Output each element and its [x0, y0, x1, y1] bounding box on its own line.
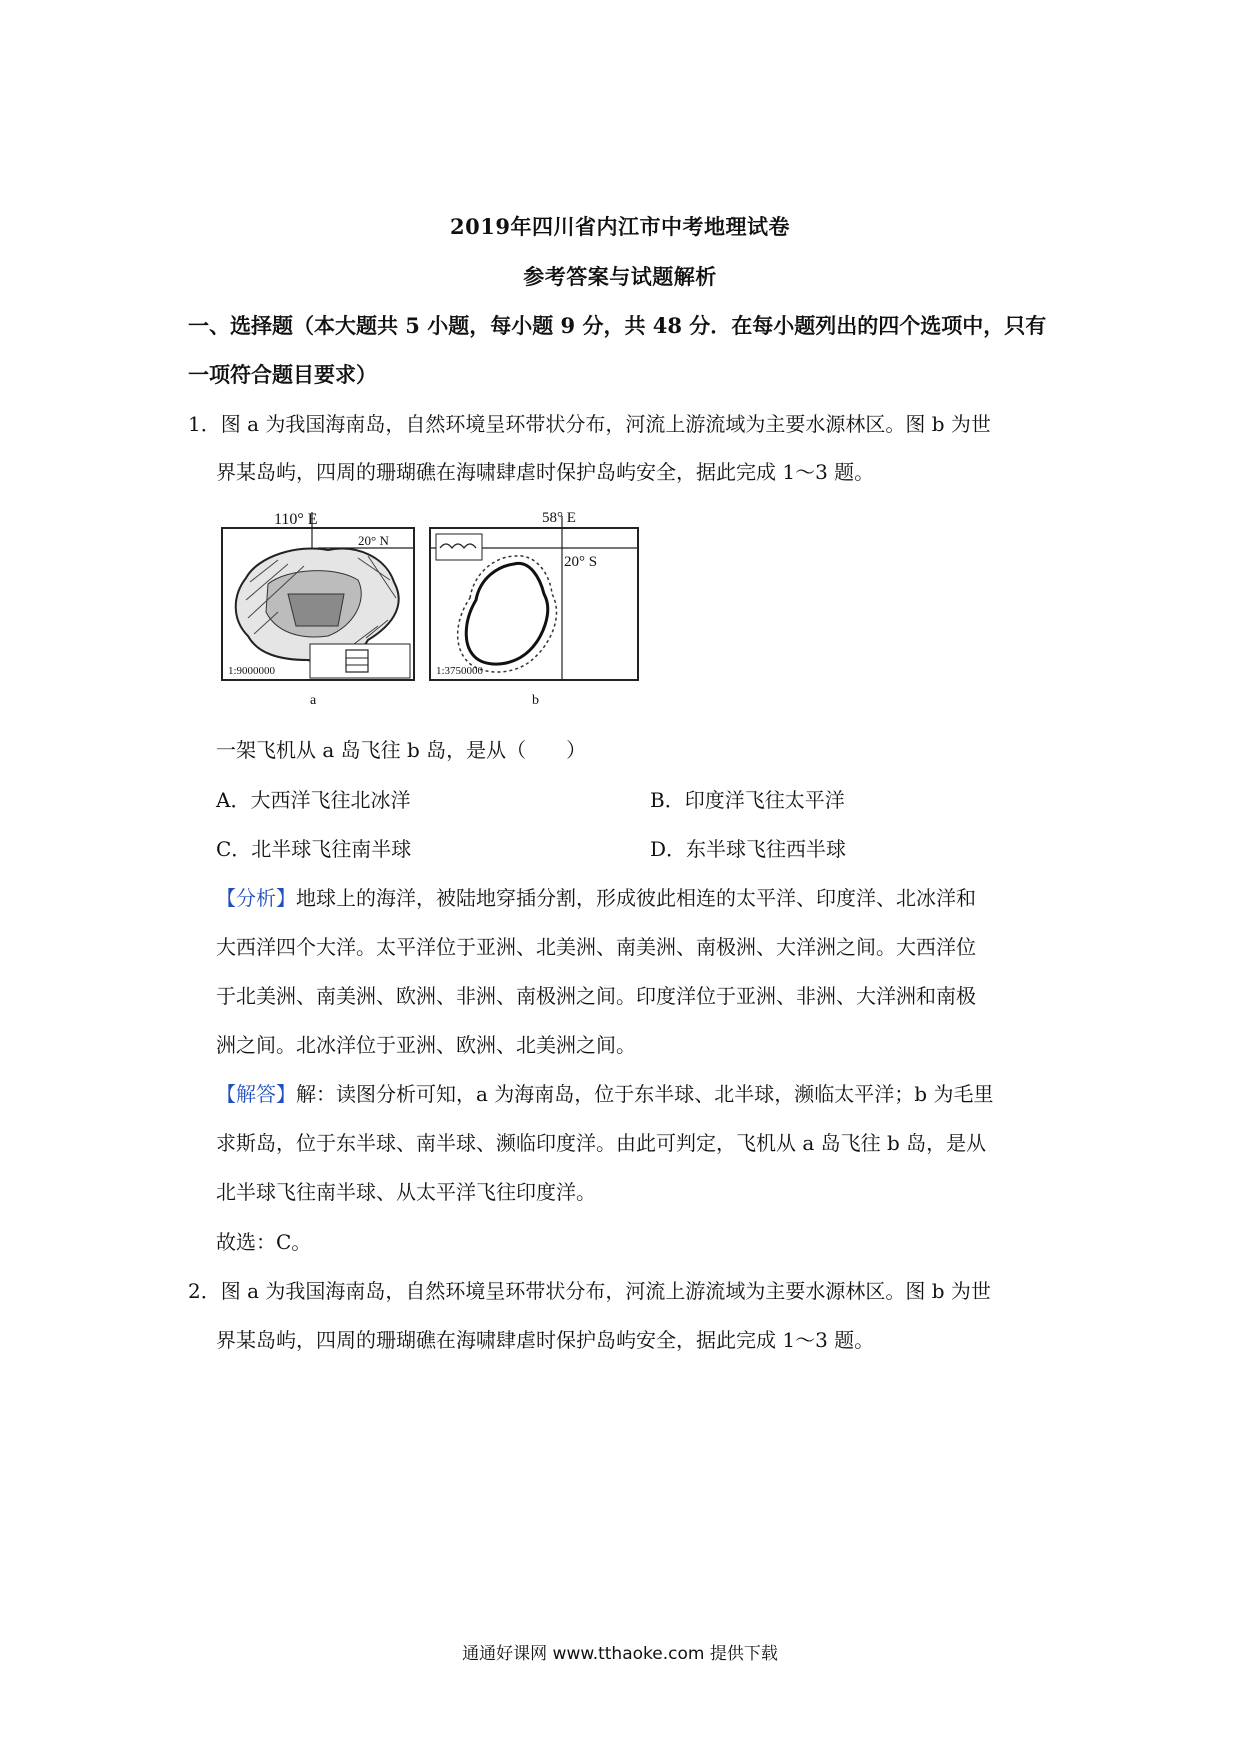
- figure-b-island-map: [430, 516, 638, 680]
- q1-analysis-line1: [216, 882, 976, 911]
- q1-question: 一架飞机从 a 岛飞往 b 岛，是从（ ）: [216, 738, 587, 762]
- q1-answer-line3: 北半球飞往南半球、从太平洋飞往印度洋。: [216, 1180, 596, 1204]
- section-heading-line1: 一、选择题（本大题共 5 小题，每小题 9 分，共 48 分．在每小题列出的四个选项中，只有: [188, 313, 1047, 338]
- q1-stem-line1: 1．图 a 为我国海南岛，自然环境呈环带状分布，河流上游流域为主要水源林区。图 b 为世: [188, 412, 991, 436]
- page-title: 2019年四川省内江市中考地理试卷: [450, 214, 790, 239]
- q1-stem-line2: 界某岛屿，四周的珊瑚礁在海啸肆虐时保护岛屿安全，据此完成 1～3 题。: [216, 460, 875, 484]
- figure-b-caption: b: [532, 693, 539, 708]
- q2-stem-line2: 界某岛屿，四周的珊瑚礁在海啸肆虐时保护岛屿安全，据此完成 1～3 题。: [216, 1328, 875, 1352]
- answer-text: 解：读图分析可知，a 为海南岛，位于东半球、北半球，濒临太平洋；b 为毛里: [296, 1082, 994, 1106]
- figure-a-caption: a: [310, 693, 317, 708]
- q1-analysis-line3: 于北美洲、南美洲、欧洲、非洲、南极洲之间。印度洋位于亚洲、非洲、大洋洲和南极: [216, 984, 976, 1008]
- analysis-text: 地球上的海洋，被陆地穿插分割，形成彼此相连的太平洋、印度洋、北冰洋和: [296, 886, 976, 910]
- q1-option-b: B．印度洋飞往太平洋: [650, 788, 845, 812]
- q1-option-d: D．东半球飞往西半球: [650, 837, 847, 861]
- footer-source: 通通好课网 www.tthaoke.com 提供下载: [462, 1644, 778, 1664]
- q1-choice: 故选：C。: [216, 1230, 312, 1254]
- q1-analysis-line4: 洲之间。北冰洋位于亚洲、欧洲、北美洲之间。: [216, 1033, 636, 1057]
- q1-option-a: A．大西洋飞往北冰洋: [216, 788, 411, 812]
- figure-b-latitude: 20° S: [564, 554, 598, 570]
- q1-analysis-line2: 大西洋四个大洋。太平洋位于亚洲、北美洲、南美洲、南极洲、大洋洲之间。大西洋位: [216, 935, 976, 959]
- q1-answer-line2: 求斯岛，位于东半球、南半球、濒临印度洋。由此可判定，飞机从 a 岛飞往 b 岛，是从: [216, 1131, 987, 1155]
- figure-a-scale: 1:9000000: [228, 665, 276, 677]
- figure-a-longitude: 110° E: [274, 511, 318, 528]
- q1-option-c: C．北半球飞往南半球: [216, 837, 412, 861]
- page-subtitle: 参考答案与试题解析: [523, 264, 717, 289]
- analysis-tag: 【分析】: [216, 886, 296, 910]
- figure-b-longitude: 58° E: [542, 510, 576, 526]
- q1-figure: [218, 508, 688, 708]
- figure-a-latitude: 20° N: [358, 533, 389, 548]
- q1-answer-line1: [216, 1078, 993, 1107]
- answer-tag: 【解答】: [216, 1082, 296, 1106]
- q2-stem-line1: 2．图 a 为我国海南岛，自然环境呈环带状分布，河流上游流域为主要水源林区。图 b 为世: [188, 1279, 991, 1303]
- section-heading-line2: 一项符合题目要求）: [188, 362, 377, 387]
- figure-b-scale: 1:3750000: [436, 665, 484, 677]
